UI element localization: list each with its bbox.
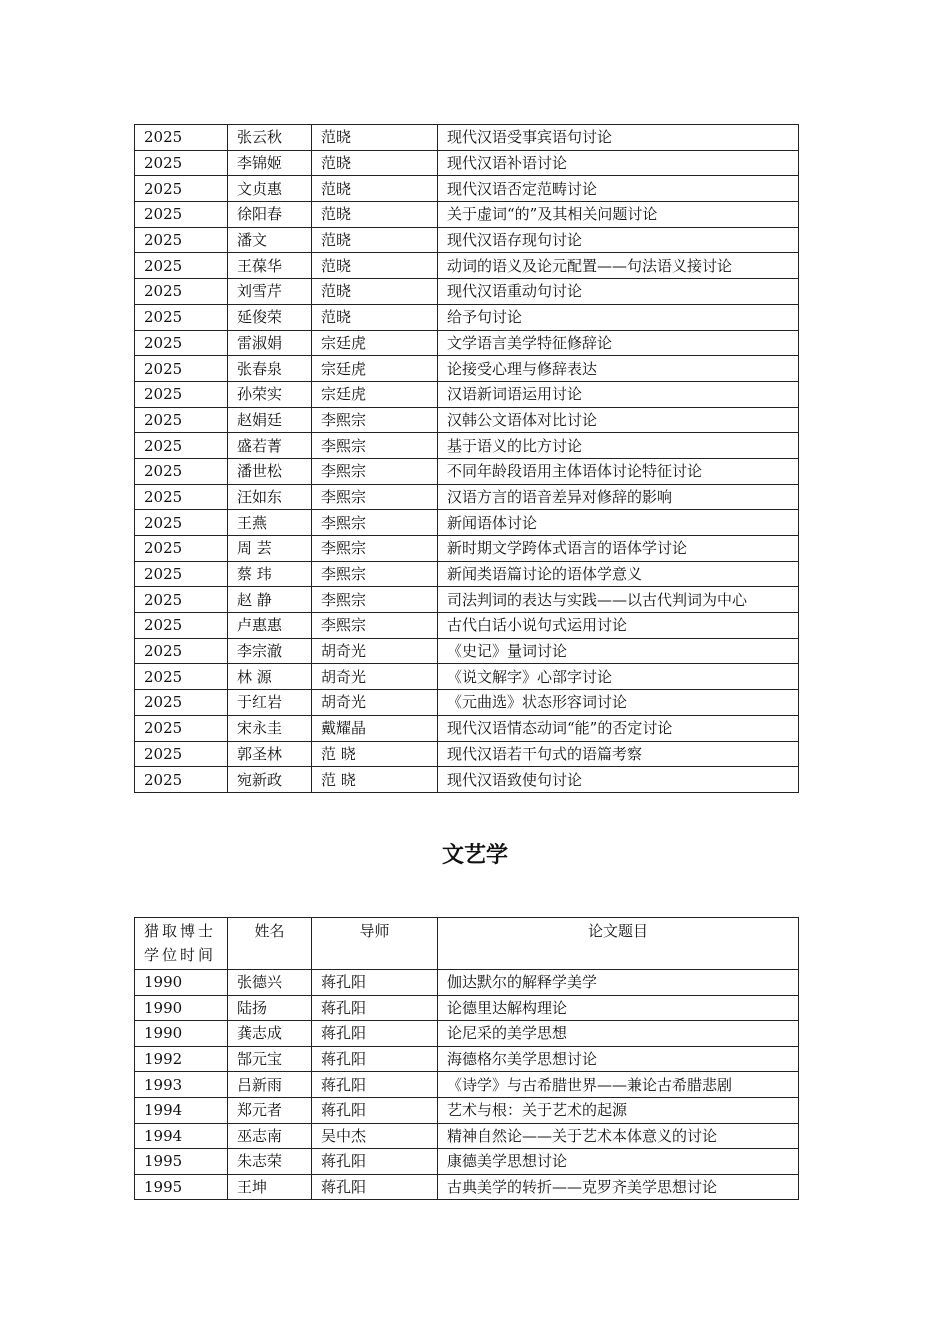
advisor-cell: 李熙宗 [312, 484, 438, 510]
name-cell: 卢惠惠 [228, 613, 312, 639]
title-cell: 现代汉语存现句讨论 [438, 227, 799, 253]
year-cell: 2025 [135, 330, 228, 356]
name-cell: 李宗澈 [228, 638, 312, 664]
title-cell: 给予句讨论 [438, 304, 799, 330]
table-row [135, 202, 799, 228]
title-cell: 论接受心理与修辞表达 [438, 356, 799, 382]
advisor-cell: 范晓 [312, 176, 438, 202]
advisor-cell: 李熙宗 [312, 433, 438, 459]
year-cell: 2025 [135, 690, 228, 716]
name-cell: 刘雪芹 [228, 279, 312, 305]
advisor-cell: 范晓 [312, 253, 438, 279]
name-cell: 盛若菁 [228, 433, 312, 459]
name-cell: 陆扬 [228, 995, 312, 1021]
header-name: 姓名 [228, 918, 312, 970]
advisor-cell: 李熙宗 [312, 587, 438, 613]
advisor-cell: 范晓 [312, 125, 438, 151]
table-row [135, 433, 799, 459]
table-row [135, 995, 799, 1021]
title-cell: 现代汉语致使句讨论 [438, 767, 799, 793]
name-cell: 张春泉 [228, 356, 312, 382]
title-cell: 基于语义的比方讨论 [438, 433, 799, 459]
year-cell: 1993 [135, 1072, 228, 1098]
year-cell: 2025 [135, 510, 228, 536]
advisor-cell: 宗廷虎 [312, 356, 438, 382]
table-row [135, 1123, 799, 1149]
table-row [135, 125, 799, 151]
title-cell: 新时期文学跨体式语言的语体学讨论 [438, 536, 799, 562]
title-cell: 古代白话小说句式运用讨论 [438, 613, 799, 639]
name-cell: 周 芸 [228, 536, 312, 562]
table-row [135, 304, 799, 330]
advisor-cell: 戴耀晶 [312, 715, 438, 741]
name-cell: 徐阳春 [228, 202, 312, 228]
year-cell: 2025 [135, 176, 228, 202]
year-cell: 2025 [135, 202, 228, 228]
name-cell: 吕新雨 [228, 1072, 312, 1098]
name-cell: 潘世松 [228, 458, 312, 484]
year-cell: 2025 [135, 304, 228, 330]
table-row [135, 638, 799, 664]
title-cell: 现代汉语受事宾语句讨论 [438, 125, 799, 151]
table-row [135, 741, 799, 767]
header-thesis-title: 论文题目 [438, 918, 799, 970]
year-cell: 1990 [135, 995, 228, 1021]
year-cell: 2025 [135, 279, 228, 305]
name-cell: 李锦姬 [228, 150, 312, 176]
title-cell: 《史记》量词讨论 [438, 638, 799, 664]
advisor-cell: 李熙宗 [312, 561, 438, 587]
advisor-cell: 李熙宗 [312, 407, 438, 433]
table-row [135, 1072, 799, 1098]
table-row [135, 484, 799, 510]
dissertation-table-linguistics [134, 124, 799, 793]
year-cell: 1992 [135, 1046, 228, 1072]
year-cell: 2025 [135, 227, 228, 253]
title-cell: 《说文解字》心部字讨论 [438, 664, 799, 690]
title-cell: 现代汉语若干句式的语篇考察 [438, 741, 799, 767]
advisor-cell: 李熙宗 [312, 536, 438, 562]
advisor-cell: 范 晓 [312, 741, 438, 767]
year-cell: 2025 [135, 125, 228, 151]
table-row [135, 407, 799, 433]
table-row [135, 587, 799, 613]
table-row [135, 561, 799, 587]
advisor-cell: 胡奇光 [312, 690, 438, 716]
name-cell: 孙荣实 [228, 381, 312, 407]
year-cell: 2025 [135, 587, 228, 613]
table-row [135, 767, 799, 793]
title-cell: 现代汉语重动句讨论 [438, 279, 799, 305]
name-cell: 张德兴 [228, 970, 312, 996]
table-row [135, 150, 799, 176]
advisor-cell: 蒋孔阳 [312, 1174, 438, 1200]
title-cell: 海德格尔美学思想讨论 [438, 1046, 799, 1072]
title-cell: 新闻语体讨论 [438, 510, 799, 536]
year-cell: 2025 [135, 253, 228, 279]
name-cell: 王燕 [228, 510, 312, 536]
title-cell: 司法判词的表达与实践——以古代判词为中心 [438, 587, 799, 613]
advisor-cell: 蒋孔阳 [312, 970, 438, 996]
advisor-cell: 范晓 [312, 304, 438, 330]
title-cell: 文学语言美学特征修辞论 [438, 330, 799, 356]
year-cell: 2025 [135, 613, 228, 639]
year-cell: 2025 [135, 638, 228, 664]
title-cell: 论德里达解构理论 [438, 995, 799, 1021]
title-cell: 《诗学》与古希腊世界——兼论古希腊悲剧 [438, 1072, 799, 1098]
table-row [135, 458, 799, 484]
year-cell: 2025 [135, 536, 228, 562]
section-title: 文艺学 [441, 842, 508, 868]
advisor-cell: 胡奇光 [312, 664, 438, 690]
name-cell: 郑元者 [228, 1097, 312, 1123]
title-cell: 现代汉语补语讨论 [438, 150, 799, 176]
name-cell: 宛新政 [228, 767, 312, 793]
name-cell: 王葆华 [228, 253, 312, 279]
name-cell: 郭圣林 [228, 741, 312, 767]
title-cell: 新闻类语篇讨论的语体学意义 [438, 561, 799, 587]
year-cell: 2025 [135, 356, 228, 382]
advisor-cell: 蒋孔阳 [312, 1097, 438, 1123]
year-cell: 1995 [135, 1174, 228, 1200]
advisor-cell: 范晓 [312, 279, 438, 305]
table-row [135, 356, 799, 382]
year-cell: 1990 [135, 970, 228, 996]
name-cell: 蔡 玮 [228, 561, 312, 587]
title-cell: 论尼采的美学思想 [438, 1021, 799, 1047]
year-cell: 1994 [135, 1097, 228, 1123]
table-row [135, 690, 799, 716]
title-cell: 关于虚词“的”及其相关问题讨论 [438, 202, 799, 228]
title-cell: 汉韩公文语体对比讨论 [438, 407, 799, 433]
title-cell: 现代汉语否定范畴讨论 [438, 176, 799, 202]
table-row [135, 1021, 799, 1047]
year-cell: 2025 [135, 561, 228, 587]
name-cell: 龚志成 [228, 1021, 312, 1047]
table-row [135, 176, 799, 202]
year-cell: 2025 [135, 381, 228, 407]
header-degree-year: 猎取博士学位时间 [135, 918, 228, 970]
table-row [135, 330, 799, 356]
year-cell: 2025 [135, 715, 228, 741]
advisor-cell: 李熙宗 [312, 458, 438, 484]
advisor-cell: 范晓 [312, 150, 438, 176]
table-row [135, 381, 799, 407]
year-cell: 1995 [135, 1149, 228, 1175]
year-cell: 2025 [135, 407, 228, 433]
title-cell: 《元曲选》状态形容词讨论 [438, 690, 799, 716]
advisor-cell: 范 晓 [312, 767, 438, 793]
name-cell: 文贞惠 [228, 176, 312, 202]
title-cell: 现代汉语情态动词“能”的否定讨论 [438, 715, 799, 741]
name-cell: 于红岩 [228, 690, 312, 716]
year-cell: 2025 [135, 484, 228, 510]
name-cell: 朱志荣 [228, 1149, 312, 1175]
title-cell: 动词的语义及论元配置——句法语义接讨论 [438, 253, 799, 279]
advisor-cell: 范晓 [312, 227, 438, 253]
table-row [135, 1097, 799, 1123]
advisor-cell: 蒋孔阳 [312, 1046, 438, 1072]
table-row [135, 1149, 799, 1175]
name-cell: 赵 静 [228, 587, 312, 613]
advisor-cell: 吴中杰 [312, 1123, 438, 1149]
advisor-cell: 蒋孔阳 [312, 1149, 438, 1175]
table-row [135, 613, 799, 639]
title-cell: 康德美学思想讨论 [438, 1149, 799, 1175]
table-row [135, 1046, 799, 1072]
year-cell: 2025 [135, 433, 228, 459]
table-row [135, 664, 799, 690]
name-cell: 巫志南 [228, 1123, 312, 1149]
name-cell: 张云秋 [228, 125, 312, 151]
year-cell: 1990 [135, 1021, 228, 1047]
table-row [135, 510, 799, 536]
advisor-cell: 宗廷虎 [312, 330, 438, 356]
title-cell: 艺术与根：关于艺术的起源 [438, 1097, 799, 1123]
title-cell: 古典美学的转折——克罗齐美学思想讨论 [438, 1174, 799, 1200]
advisor-cell: 蒋孔阳 [312, 995, 438, 1021]
name-cell: 赵娟廷 [228, 407, 312, 433]
advisor-cell: 李熙宗 [312, 613, 438, 639]
name-cell: 林 源 [228, 664, 312, 690]
advisor-cell: 李熙宗 [312, 510, 438, 536]
title-cell: 汉语新词语运用讨论 [438, 381, 799, 407]
name-cell: 延俊荣 [228, 304, 312, 330]
table-row [135, 253, 799, 279]
advisor-cell: 范晓 [312, 202, 438, 228]
name-cell: 宋永圭 [228, 715, 312, 741]
table-row [135, 536, 799, 562]
year-cell: 2025 [135, 741, 228, 767]
advisor-cell: 蒋孔阳 [312, 1072, 438, 1098]
table-header-row [135, 918, 799, 970]
table-row [135, 227, 799, 253]
advisor-cell: 蒋孔阳 [312, 1021, 438, 1047]
name-cell: 潘文 [228, 227, 312, 253]
title-cell: 伽达默尔的解释学美学 [438, 970, 799, 996]
name-cell: 王坤 [228, 1174, 312, 1200]
name-cell: 雷淑娟 [228, 330, 312, 356]
year-cell: 2025 [135, 150, 228, 176]
table-row [135, 715, 799, 741]
title-cell: 精神自然论——关于艺术本体意义的讨论 [438, 1123, 799, 1149]
table-row [135, 279, 799, 305]
table-row [135, 1174, 799, 1200]
name-cell: 郜元宝 [228, 1046, 312, 1072]
header-advisor: 导师 [312, 918, 438, 970]
advisor-cell: 胡奇光 [312, 638, 438, 664]
year-cell: 2025 [135, 458, 228, 484]
advisor-cell: 宗廷虎 [312, 381, 438, 407]
title-cell: 汉语方言的语音差异对修辞的影响 [438, 484, 799, 510]
table-row [135, 970, 799, 996]
year-cell: 1994 [135, 1123, 228, 1149]
dissertation-table-literary-theory [134, 917, 799, 1200]
title-cell: 不同年龄段语用主体语体讨论特征讨论 [438, 458, 799, 484]
year-cell: 2025 [135, 664, 228, 690]
year-cell: 2025 [135, 767, 228, 793]
name-cell: 汪如东 [228, 484, 312, 510]
